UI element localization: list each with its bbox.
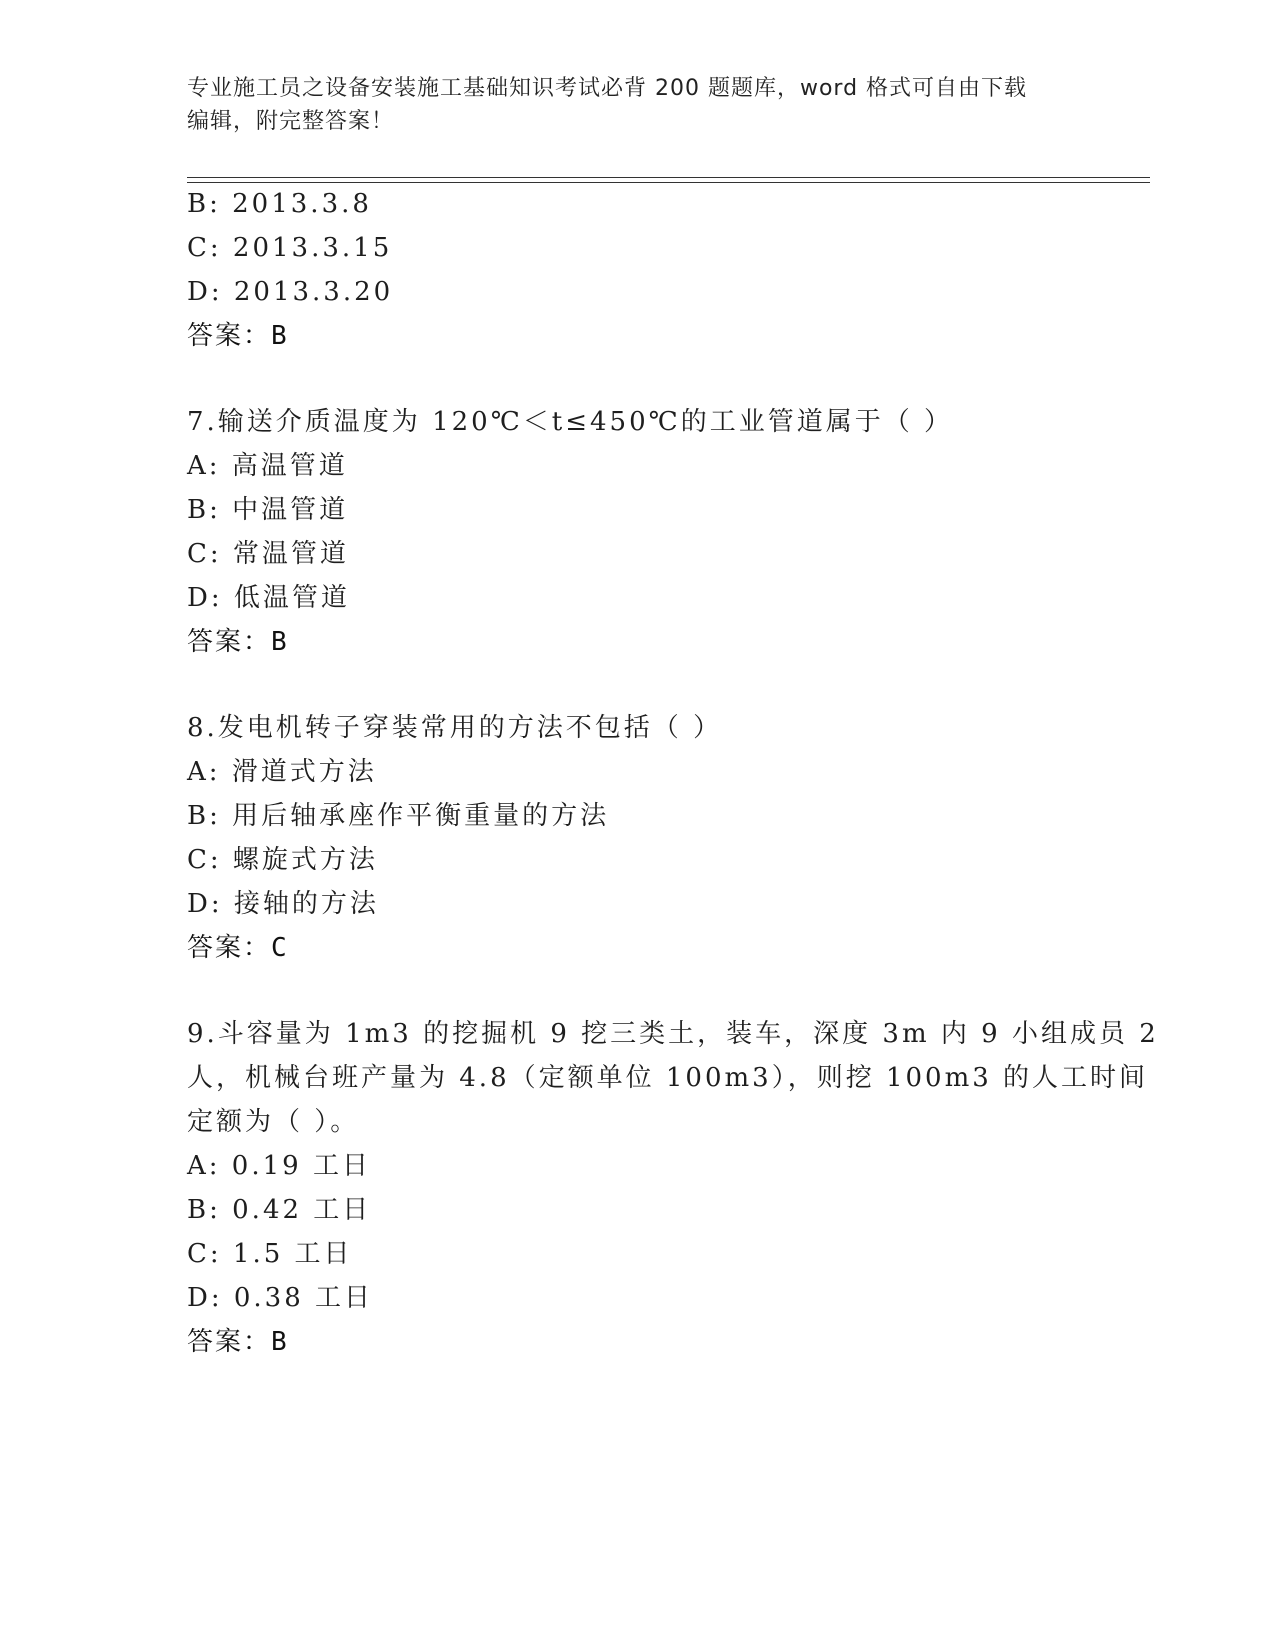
header-line-2: 编辑，附完整答案！ bbox=[187, 109, 395, 134]
q9-stem-line-2: 人，机械台班产量为 4.8（定额单位 100m3），则挖 100m3 的人工时间 bbox=[187, 1063, 1149, 1093]
q6-option-d: D: 2013.3.20 bbox=[187, 277, 394, 307]
q9-stem-line-1: 9.斗容量为 1m3 的挖掘机 9 挖三类土，装车，深度 3m 内 9 小组成员 2 bbox=[187, 1019, 1159, 1049]
q8-option-a: A: 滑道式方法 bbox=[187, 757, 377, 787]
q8-option-c: C: 螺旋式方法 bbox=[187, 845, 378, 875]
q6-answer bbox=[187, 318, 289, 354]
answer-label: 答案： bbox=[187, 627, 272, 657]
header-line-1: 专业施工员之设备安装施工基础知识考试必背 200 题题库，word 格式可自由下载 bbox=[187, 76, 1028, 101]
document-header bbox=[187, 72, 1087, 138]
q6-option-c: C: 2013.3.15 bbox=[187, 233, 393, 263]
answer-value: C bbox=[271, 933, 289, 963]
q8-option-b: B: 用后轴承座作平衡重量的方法 bbox=[187, 801, 610, 831]
q7-option-d: D: 低温管道 bbox=[187, 583, 350, 613]
q8-stem: 8.发电机转子穿装常用的方法不包括（ ） bbox=[187, 713, 723, 743]
q9-option-b: B: 0.42 工日 bbox=[187, 1195, 372, 1225]
answer-value: B bbox=[271, 1327, 289, 1357]
header-divider-top bbox=[187, 177, 1150, 178]
q8-option-d: D: 接轴的方法 bbox=[187, 889, 379, 919]
q9-stem-line-3: 定额为（ ）。 bbox=[187, 1107, 360, 1137]
header-divider-bottom bbox=[187, 182, 1150, 183]
answer-label: 答案： bbox=[187, 321, 272, 351]
answer-value: B bbox=[271, 321, 289, 351]
q9-option-c: C: 1.5 工日 bbox=[187, 1239, 353, 1269]
q7-option-c: C: 常温管道 bbox=[187, 539, 349, 569]
q9-option-a: A: 0.19 工日 bbox=[187, 1151, 371, 1181]
q7-stem: 7.输送介质温度为 120℃＜t≤450℃的工业管道属于（ ） bbox=[187, 407, 953, 437]
q8-answer bbox=[187, 930, 289, 966]
answer-value: B bbox=[271, 627, 289, 657]
answer-label: 答案： bbox=[187, 933, 272, 963]
q7-option-b: B: 中温管道 bbox=[187, 495, 349, 525]
q7-option-a: A: 高温管道 bbox=[187, 451, 348, 481]
answer-label: 答案： bbox=[187, 1327, 272, 1357]
q6-option-b: B: 2013.3.8 bbox=[187, 189, 372, 219]
q7-answer bbox=[187, 624, 289, 660]
q9-option-d: D: 0.38 工日 bbox=[187, 1283, 374, 1313]
q9-answer bbox=[187, 1324, 289, 1360]
